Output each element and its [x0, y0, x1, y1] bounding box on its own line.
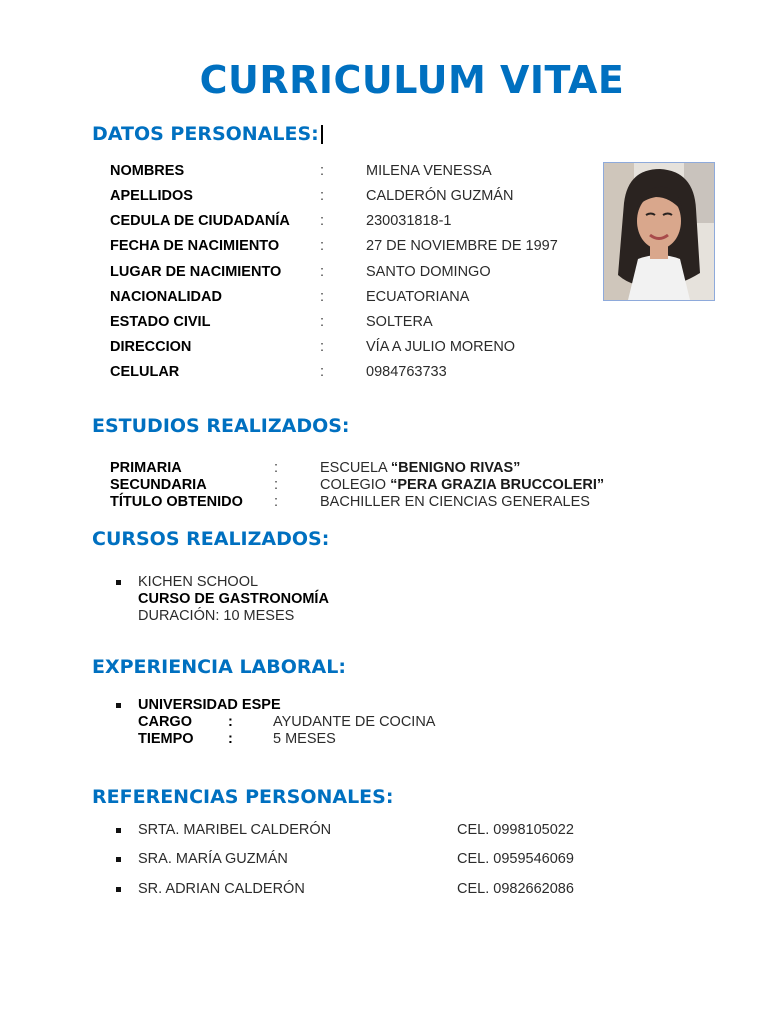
reference-phone: CEL. 0959546069	[457, 851, 574, 867]
experience-role-value: AYUDANTE DE COCINA	[273, 714, 436, 730]
profile-photo	[603, 162, 715, 301]
personal-colon: :	[320, 264, 325, 280]
studies-value	[320, 460, 520, 477]
course-school-text: KICHEN SCHOOL	[138, 574, 259, 590]
bullet-icon	[116, 887, 121, 892]
studies-prefix: BACHILLER EN CIENCIAS GENERALES	[320, 494, 590, 510]
studies-value	[320, 477, 604, 494]
personal-colon: :	[320, 163, 325, 179]
personal-value: ECUATORIANA	[366, 289, 470, 305]
studies-prefix: ESCUELA	[320, 460, 391, 476]
personal-label: NOMBRES	[110, 163, 185, 179]
personal-label: LUGAR DE NACIMIENTO	[110, 264, 282, 280]
personal-colon: :	[320, 364, 325, 380]
section-heading-studies: ESTUDIOS REALIZADOS:	[92, 415, 350, 437]
personal-value: 27 DE NOVIEMBRE DE 1997	[366, 238, 558, 254]
personal-value: 230031818-1	[366, 213, 452, 229]
section-heading-references: REFERENCIAS PERSONALES:	[92, 786, 394, 808]
bullet-icon	[116, 703, 121, 708]
reference-phone: CEL. 0982662086	[457, 881, 574, 897]
studies-school-name: “BENIGNO RIVAS”	[390, 460, 521, 476]
personal-label: NACIONALIDAD	[110, 289, 222, 305]
reference-phone: CEL. 0998105022	[457, 822, 574, 838]
course-school	[138, 574, 258, 591]
personal-colon: :	[320, 289, 325, 305]
personal-value: SANTO DOMINGO	[366, 264, 491, 280]
section-heading-personal-text: DATOS PERSONALES:	[92, 123, 319, 145]
studies-label: SECUNDARIA	[110, 477, 207, 493]
experience-time-label: TIEMPO	[138, 731, 194, 747]
personal-label: CELULAR	[110, 364, 180, 380]
section-heading-personal	[92, 123, 323, 145]
experience-colon: :	[228, 731, 233, 747]
studies-colon: :	[274, 494, 279, 510]
studies-colon: :	[274, 460, 279, 476]
studies-colon: :	[274, 477, 279, 493]
personal-label: DIRECCION	[110, 339, 192, 355]
experience-colon: :	[228, 714, 233, 730]
course-duration: DURACIÓN: 10 MESES	[138, 608, 295, 624]
studies-school-name: “PERA GRAZIA BRUCCOLERI”	[390, 477, 605, 493]
text-cursor	[321, 125, 323, 144]
experience-role-label: CARGO	[138, 714, 192, 730]
course-name: CURSO DE GASTRONOMÍA	[138, 591, 329, 607]
personal-colon: :	[320, 314, 325, 330]
bullet-icon	[116, 857, 121, 862]
studies-label: TÍTULO OBTENIDO	[110, 494, 243, 510]
page-title: CURRICULUM VITAE	[199, 58, 625, 102]
personal-label: CEDULA DE CIUDADANÍA	[110, 213, 290, 229]
personal-colon: :	[320, 213, 325, 229]
personal-value: MILENA VENESSA	[366, 163, 492, 179]
bullet-icon	[116, 828, 121, 833]
experience-place: UNIVERSIDAD ESPE	[138, 697, 281, 713]
personal-value: SOLTERA	[366, 314, 433, 330]
bullet-icon	[116, 580, 121, 585]
personal-colon: :	[320, 188, 325, 204]
personal-colon: :	[320, 238, 325, 254]
personal-label: ESTADO CIVIL	[110, 314, 211, 330]
reference-name: SRTA. MARIBEL CALDERÓN	[138, 822, 332, 838]
personal-value: VÍA A JULIO MORENO	[366, 339, 516, 355]
personal-label: FECHA DE NACIMIENTO	[110, 238, 280, 254]
reference-name: SRA. MARÍA GUZMÁN	[138, 851, 288, 867]
personal-label: APELLIDOS	[110, 188, 193, 204]
studies-value	[320, 494, 590, 511]
section-heading-experience: EXPERIENCIA LABORAL:	[92, 656, 346, 678]
personal-value: CALDERÓN GUZMÁN	[366, 188, 514, 204]
reference-name: SR. ADRIAN CALDERÓN	[138, 881, 305, 897]
studies-prefix: COLEGIO	[320, 477, 391, 493]
studies-label: PRIMARIA	[110, 460, 182, 476]
experience-time-value: 5 MESES	[273, 731, 336, 747]
portrait-illustration	[604, 163, 714, 300]
personal-value: 0984763733	[366, 364, 447, 380]
personal-colon: :	[320, 339, 325, 355]
section-heading-courses: CURSOS REALIZADOS:	[92, 528, 330, 550]
